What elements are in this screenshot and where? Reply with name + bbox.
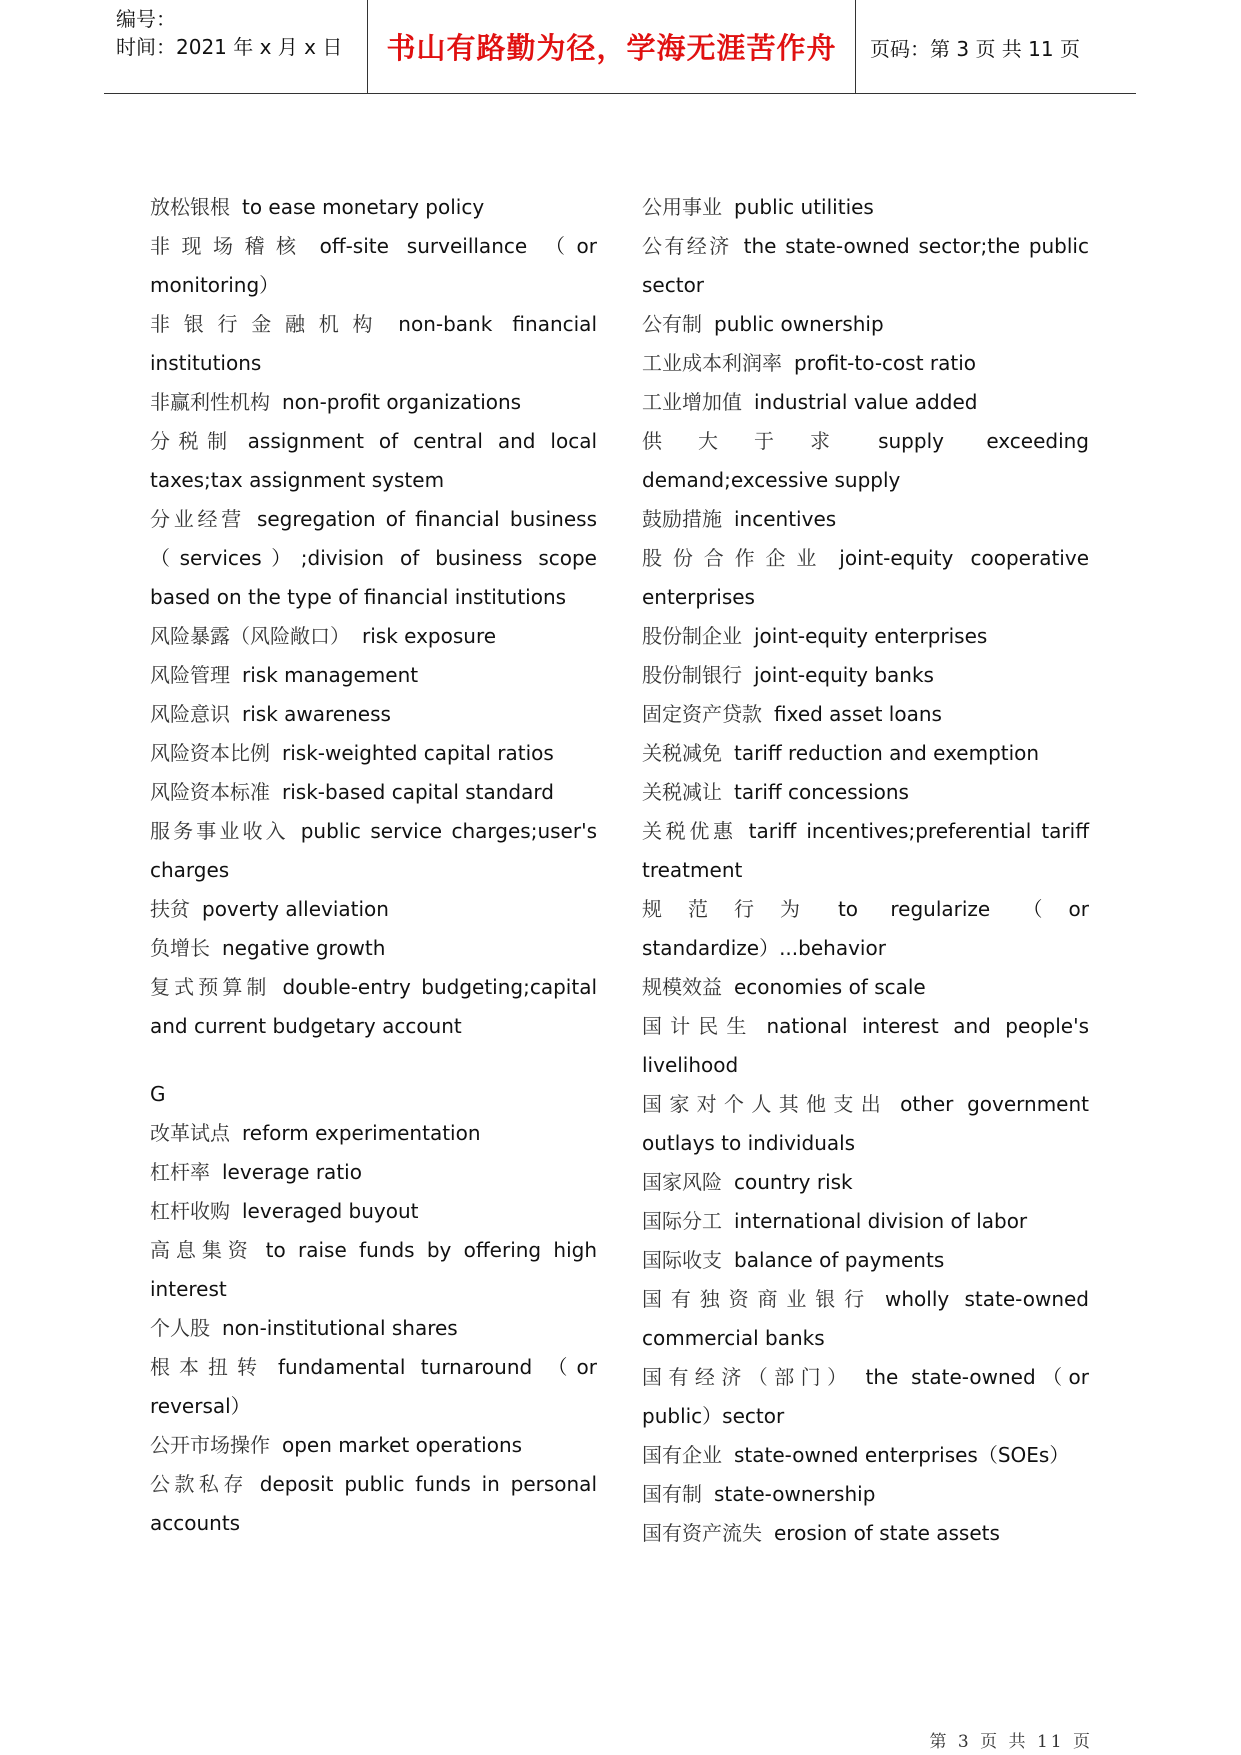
glossary-entry bbox=[642, 1436, 1089, 1475]
term-chinese: 工业增加值 bbox=[642, 390, 742, 414]
term-chinese: 风险暴露（风险敞口） bbox=[150, 624, 350, 648]
term-chinese: 国有独资商业银行 bbox=[642, 1287, 874, 1311]
glossary-entry bbox=[642, 617, 1089, 656]
glossary-entry bbox=[642, 773, 1089, 812]
term-english: public service charges;user's charges bbox=[150, 819, 598, 882]
glossary-entry bbox=[150, 1192, 597, 1231]
header-page-info: 页码：第 3 页 共 11 页 bbox=[870, 37, 1080, 61]
glossary-entry bbox=[150, 305, 597, 383]
term-english: deposit public funds in personal accounts bbox=[150, 1472, 597, 1535]
term-chinese: 复式预算制 bbox=[150, 975, 271, 999]
glossary-entry bbox=[150, 812, 597, 890]
section-letter: G bbox=[150, 1082, 166, 1106]
header-motto: 书山有路勤为径，学海无涯苦作舟 bbox=[386, 31, 837, 65]
glossary-entry bbox=[150, 227, 597, 305]
header-page-cell bbox=[856, 0, 1136, 93]
glossary-entry bbox=[642, 500, 1089, 539]
term-chinese: 公款私存 bbox=[150, 1472, 248, 1496]
term-english: poverty alleviation bbox=[202, 897, 389, 921]
term-chinese: 国际收支 bbox=[642, 1248, 722, 1272]
term-english: risk-weighted capital ratios bbox=[282, 741, 554, 765]
term-chinese: 改革试点 bbox=[150, 1121, 230, 1145]
glossary-entry bbox=[642, 1202, 1089, 1241]
term-english: profit-to-cost ratio bbox=[794, 351, 977, 375]
document-number-label: 编号： bbox=[116, 7, 176, 31]
term-chinese: 国有资产流失 bbox=[642, 1521, 762, 1545]
term-chinese: 非现场稽核 bbox=[150, 234, 308, 258]
term-chinese: 根本扭转 bbox=[150, 1355, 266, 1379]
term-english: supply exceeding demand;excessive supply bbox=[642, 429, 1089, 492]
glossary-entry bbox=[642, 305, 1089, 344]
term-english: other government outlays to individuals bbox=[642, 1092, 1089, 1155]
term-english: segregation of financial business （services）;division of business scope based on the type of financial institutions bbox=[150, 507, 597, 609]
glossary-entry bbox=[150, 422, 597, 500]
glossary-entry bbox=[642, 1007, 1089, 1085]
term-english: the state-owned（or public）sector bbox=[642, 1365, 1089, 1428]
glossary-entry bbox=[642, 734, 1089, 773]
glossary-entry bbox=[642, 422, 1089, 500]
term-chinese: 国有制 bbox=[642, 1482, 702, 1506]
term-english: non-profit organizations bbox=[282, 390, 522, 414]
glossary-right-column bbox=[642, 188, 1089, 1553]
glossary-entry bbox=[150, 1309, 597, 1348]
term-english: double-entry budgeting;capital and current budgetary account bbox=[150, 975, 598, 1038]
term-chinese: 公有经济 bbox=[642, 234, 732, 258]
term-chinese: 规模效益 bbox=[642, 975, 722, 999]
term-chinese: 固定资产贷款 bbox=[642, 702, 762, 726]
page-footer: 第 3 页 共 11 页 bbox=[929, 1732, 1093, 1752]
glossary-entry bbox=[642, 1280, 1089, 1358]
term-chinese: 杠杆率 bbox=[150, 1160, 210, 1184]
term-chinese: 非银行金融机构 bbox=[150, 312, 387, 336]
term-chinese: 关税减让 bbox=[642, 780, 722, 804]
term-chinese: 分业经营 bbox=[150, 507, 245, 531]
term-chinese: 放松银根 bbox=[150, 195, 230, 219]
term-english: to ease monetary policy bbox=[242, 195, 485, 219]
term-english: tariff concessions bbox=[734, 780, 909, 804]
term-chinese: 高息集资 bbox=[150, 1238, 254, 1262]
glossary-entry bbox=[642, 1163, 1089, 1202]
document-date-label: 时间：2021 年 x 月 x 日 bbox=[116, 35, 343, 59]
term-english: risk exposure bbox=[362, 624, 497, 648]
glossary-entry bbox=[642, 1241, 1089, 1280]
term-english: state-ownership bbox=[714, 1482, 876, 1506]
glossary-entry bbox=[150, 1153, 597, 1192]
term-english: incentives bbox=[734, 507, 837, 531]
glossary-entry bbox=[150, 188, 597, 227]
header-motto-cell bbox=[367, 0, 856, 93]
term-english: economies of scale bbox=[734, 975, 926, 999]
glossary-entry bbox=[150, 656, 597, 695]
term-chinese: 国有企业 bbox=[642, 1443, 722, 1467]
glossary-entry bbox=[150, 500, 597, 617]
term-chinese: 个人股 bbox=[150, 1316, 210, 1340]
glossary-entry bbox=[150, 617, 597, 656]
glossary-entry bbox=[150, 734, 597, 773]
term-english: leveraged buyout bbox=[242, 1199, 419, 1223]
glossary-left-column bbox=[150, 188, 597, 1543]
glossary-entry bbox=[150, 1465, 597, 1543]
glossary-entry bbox=[150, 890, 597, 929]
term-english: risk-based capital standard bbox=[282, 780, 554, 804]
glossary-entry bbox=[642, 227, 1089, 305]
term-english: non-bank financial institutions bbox=[150, 312, 597, 375]
term-english: wholly state-owned commercial banks bbox=[642, 1287, 1089, 1350]
term-english: to regularize （or standardize）...behavior bbox=[642, 897, 1089, 960]
glossary-entry bbox=[150, 1075, 597, 1114]
term-english: reform experimentation bbox=[242, 1121, 481, 1145]
glossary-entry bbox=[642, 1358, 1089, 1436]
term-english: joint-equity cooperative enterprises bbox=[642, 546, 1089, 609]
term-english: assignment of central and local taxes;tax assignment system bbox=[150, 429, 598, 492]
term-english: negative growth bbox=[222, 936, 386, 960]
glossary-entry bbox=[150, 929, 597, 968]
glossary-entry bbox=[642, 812, 1089, 890]
glossary-entry bbox=[150, 1348, 597, 1426]
term-chinese: 股份制银行 bbox=[642, 663, 742, 687]
term-english: public ownership bbox=[714, 312, 884, 336]
glossary-entry bbox=[150, 968, 597, 1046]
glossary-entry bbox=[150, 773, 597, 812]
term-chinese: 风险资本比例 bbox=[150, 741, 270, 765]
term-english: risk awareness bbox=[242, 702, 391, 726]
glossary-entry bbox=[642, 188, 1089, 227]
term-chinese: 规范行为 bbox=[642, 897, 826, 921]
term-english: leverage ratio bbox=[222, 1160, 362, 1184]
term-english: erosion of state assets bbox=[774, 1521, 1000, 1545]
term-chinese: 服务事业收入 bbox=[150, 819, 289, 843]
term-english: industrial value added bbox=[754, 390, 978, 414]
term-chinese: 关税优惠 bbox=[642, 819, 737, 843]
term-chinese: 工业成本利润率 bbox=[642, 351, 782, 375]
term-chinese: 风险资本标准 bbox=[150, 780, 270, 804]
term-chinese: 股份合作企业 bbox=[642, 546, 828, 570]
term-english: state-owned enterprises（SOEs） bbox=[734, 1443, 1070, 1467]
glossary-entry bbox=[642, 344, 1089, 383]
term-chinese: 供大于求 bbox=[642, 429, 867, 453]
term-chinese: 股份制企业 bbox=[642, 624, 742, 648]
term-chinese: 公有制 bbox=[642, 312, 702, 336]
term-chinese: 国计民生 bbox=[642, 1014, 755, 1038]
section-spacer bbox=[150, 1046, 597, 1075]
term-chinese: 国家风险 bbox=[642, 1170, 722, 1194]
term-chinese: 鼓励措施 bbox=[642, 507, 722, 531]
term-chinese: 杠杆收购 bbox=[150, 1199, 230, 1223]
term-chinese: 扶贫 bbox=[150, 897, 190, 921]
term-english: public utilities bbox=[734, 195, 874, 219]
term-chinese: 国家对个人其他支出 bbox=[642, 1092, 889, 1116]
term-english: international division of labor bbox=[734, 1209, 1028, 1233]
glossary-entry bbox=[642, 695, 1089, 734]
term-english: balance of payments bbox=[734, 1248, 945, 1272]
glossary-entry bbox=[642, 1475, 1089, 1514]
glossary-entry bbox=[642, 656, 1089, 695]
glossary-entry bbox=[642, 539, 1089, 617]
term-english: fixed asset loans bbox=[774, 702, 942, 726]
term-chinese: 关税减免 bbox=[642, 741, 722, 765]
term-english: non-institutional shares bbox=[222, 1316, 458, 1340]
glossary-entry bbox=[642, 1514, 1089, 1553]
term-chinese: 公用事业 bbox=[642, 195, 722, 219]
glossary-entry bbox=[150, 1426, 597, 1465]
glossary-entry bbox=[150, 383, 597, 422]
term-english: joint-equity banks bbox=[754, 663, 934, 687]
term-english: joint-equity enterprises bbox=[754, 624, 988, 648]
term-english: fundamental turnaround （or reversal） bbox=[150, 1355, 597, 1418]
term-chinese: 分税制 bbox=[150, 429, 236, 453]
term-english: to raise funds by offering high interest bbox=[150, 1238, 597, 1301]
glossary-entry bbox=[150, 695, 597, 734]
term-chinese: 国有经济（部门） bbox=[642, 1365, 854, 1389]
term-chinese: 风险意识 bbox=[150, 702, 230, 726]
term-chinese: 风险管理 bbox=[150, 663, 230, 687]
glossary-entry bbox=[642, 383, 1089, 422]
term-chinese: 负增长 bbox=[150, 936, 210, 960]
glossary-entry bbox=[642, 890, 1089, 968]
glossary-entry bbox=[150, 1231, 597, 1309]
term-english: national interest and people's livelihood bbox=[642, 1014, 1090, 1077]
term-chinese: 非赢利性机构 bbox=[150, 390, 270, 414]
glossary-entry bbox=[642, 1085, 1089, 1163]
term-chinese: 公开市场操作 bbox=[150, 1433, 270, 1457]
term-english: tariff reduction and exemption bbox=[734, 741, 1040, 765]
term-english: risk management bbox=[242, 663, 419, 687]
header-meta-cell bbox=[104, 0, 367, 93]
term-english: open market operations bbox=[282, 1433, 523, 1457]
glossary-entry bbox=[150, 1114, 597, 1153]
page-header bbox=[104, 0, 1136, 94]
term-english: the state-owned sector;the public sector bbox=[642, 234, 1089, 297]
term-english: country risk bbox=[734, 1170, 853, 1194]
term-english: tariff incentives;preferential tariff treatment bbox=[642, 819, 1089, 882]
glossary-entry bbox=[642, 968, 1089, 1007]
term-chinese: 国际分工 bbox=[642, 1209, 722, 1233]
term-english: off-site surveillance （or monitoring） bbox=[150, 234, 598, 297]
